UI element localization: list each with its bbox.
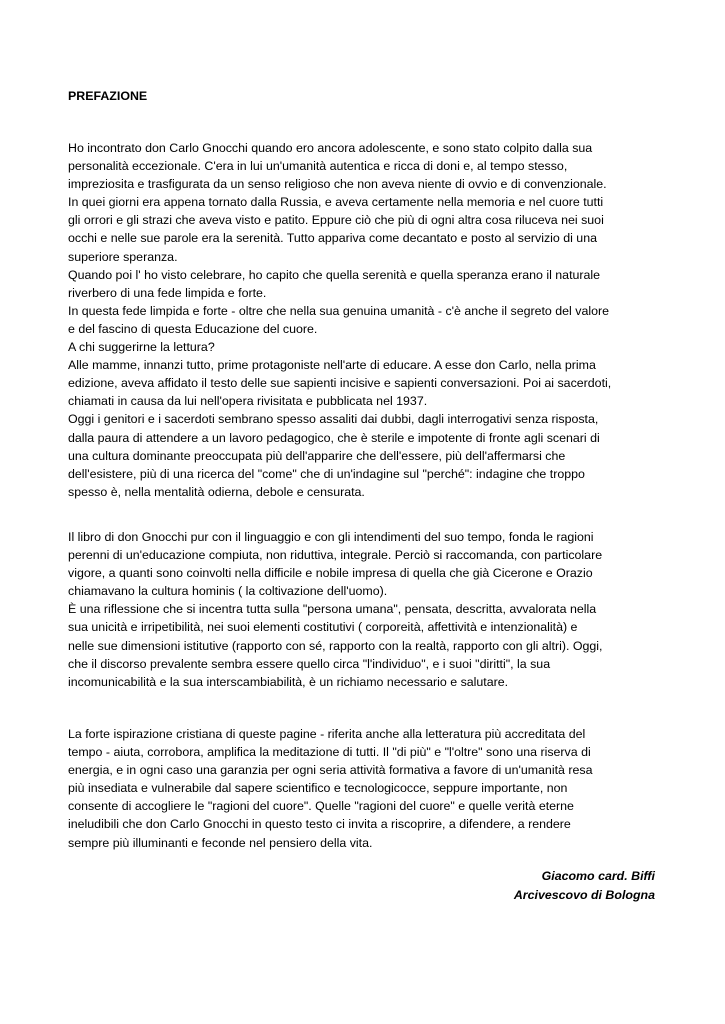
text-line: chiamavano la cultura hominis ( la coltivazione dell'uomo).: [68, 584, 388, 599]
text-line: A chi suggerirne la lettura?: [68, 340, 215, 355]
text-line: In questa fede limpida e forte - oltre che nella sua genuina umanità - c'è anche il segreto del valore: [68, 303, 609, 318]
text-line: tempo - aiuta, corrobora, amplifica la meditazione di tutti. Il "di più" e "l'oltre" sono una riserva di: [68, 745, 591, 760]
text-line: Oggi i genitori e i sacerdoti sembrano spesso assaliti dai dubbi, dagli interrogativi senza risposta,: [68, 412, 599, 427]
text-line: occhi e nelle sue parole era la serenità. Tutto appariva come decantato e posto al servizio di una: [68, 231, 597, 246]
text-line: consente di accogliere le "ragioni del cuore". Quelle "ragioni del cuore" e quelle verità eterne: [68, 799, 574, 814]
text-line: nelle sue dimensioni istitutive (rapporto con sé, rapporto con la realtà, rapporto con gli altri). Oggi,: [68, 638, 603, 653]
text-line: chiamati in causa da lui nell'opera rivisitata e pubblicata nel 1937.: [68, 394, 428, 409]
text-line: Ho incontrato don Carlo Gnocchi quando ero ancora adolescente, e sono stato colpito dalla sua: [68, 141, 593, 155]
text-line: sempre più illuminanti e feconde nel pensiero della vita.: [68, 835, 373, 850]
text-line: e del fascino di questa Educazione del cuore.: [68, 321, 318, 336]
text-line: che il discorso prevalente sembra essere quello circa "l'individuo", e i suoi "diritti", la sua: [68, 656, 551, 671]
signature-title: Arcivescovo di Bologna: [513, 888, 655, 902]
paragraph-2: [68, 528, 668, 691]
text-line: È una riflessione che si incentra tutta sulla "persona umana", pensata, descritta, avvalorata nella: [68, 602, 597, 617]
text-line: riverbero di una fede limpida e forte.: [68, 285, 267, 300]
text-line: gli orrori e gli strazi che aveva visto e patito. Eppure ciò che più di ogni altra cosa riluceva nei suoi: [68, 213, 604, 228]
text-line: La forte ispirazione cristiana di queste pagine - riferita anche alla letteratura più accreditata del: [68, 727, 586, 741]
text-line: Alle mamme, innanzi tutto, prime protagoniste nell'arte di educare. A esse don Carlo, nella prima: [68, 358, 596, 373]
text-line: dell'esistere, più di una ricerca del "come" che di un'indagine sul "perché": indagine che troppo: [68, 466, 585, 481]
text-line: impreziosita e trasfigurata da un senso religioso che non aveva niente di ovvio e di convenzionale.: [68, 177, 607, 192]
text-line: ineludibili che don Carlo Gnocchi in questo testo ci invita a riscoprire, a difendere, a rendere: [68, 817, 571, 832]
text-line: più insediata e vulnerabile dal sapere scientifico e tecnologicocce, seppure importante, non: [68, 781, 568, 796]
text-line: Quando poi l' ho visto celebrare, ho capito che quella serenità e quella speranza erano il naturale: [68, 267, 601, 282]
text-line: edizione, aveva affidato il testo delle sue sapienti incisive e sapienti conversazioni. Poi ai sacerdoti,: [68, 376, 612, 391]
text-line: superiore speranza.: [68, 249, 178, 264]
text-line: incomunicabilità e la sua interscambiabilità, è un richiamo necessario e salutare.: [68, 674, 509, 689]
paragraph-1: [68, 139, 668, 501]
paragraph-3: [68, 725, 668, 852]
text-line: sua unicità e irripetibilità, nei suoi elementi costitutivi ( corporeità, affettività e intenzionalità) e: [68, 620, 578, 635]
text-line: dalla paura di attendere a un lavoro pedagogico, che è sterile e impotente di fronte agli scenari di: [68, 430, 600, 445]
text-line: una cultura dominante preoccupata più dell'apparire che dell'essere, più dell'affermarsi che: [68, 448, 566, 463]
page-title: PREFAZIONE: [68, 89, 148, 103]
text-line: spesso è, nella mentalità odierna, debole e censurata.: [68, 484, 365, 499]
text-line: energia, e in ogni caso una garanzia per ogni seria attività formativa a favore di un'umanità resa: [68, 763, 593, 778]
signature-name: Giacomo card. Biffi: [541, 869, 655, 883]
text-line: vigore, a quanti sono coinvolti nella difficile e nobile impresa di quella che già Cicerone e Orazio: [68, 566, 593, 581]
text-line: Il libro di don Gnocchi pur con il linguaggio e con gli intendimenti del suo tempo, fonda le ragioni: [68, 530, 594, 544]
text-line: perenni di un'educazione compiuta, non riduttiva, integrale. Perciò si raccomanda, con particolare: [68, 548, 603, 563]
text-line: personalità eccezionale. C'era in lui un'umanità autentica e ricca di doni e, al tempo stesso,: [68, 159, 568, 174]
text-line: In quei giorni era appena tornato dalla Russia, e aveva certamente nella memoria e nel cuore tutti: [68, 195, 604, 210]
signature-block: [514, 867, 655, 905]
